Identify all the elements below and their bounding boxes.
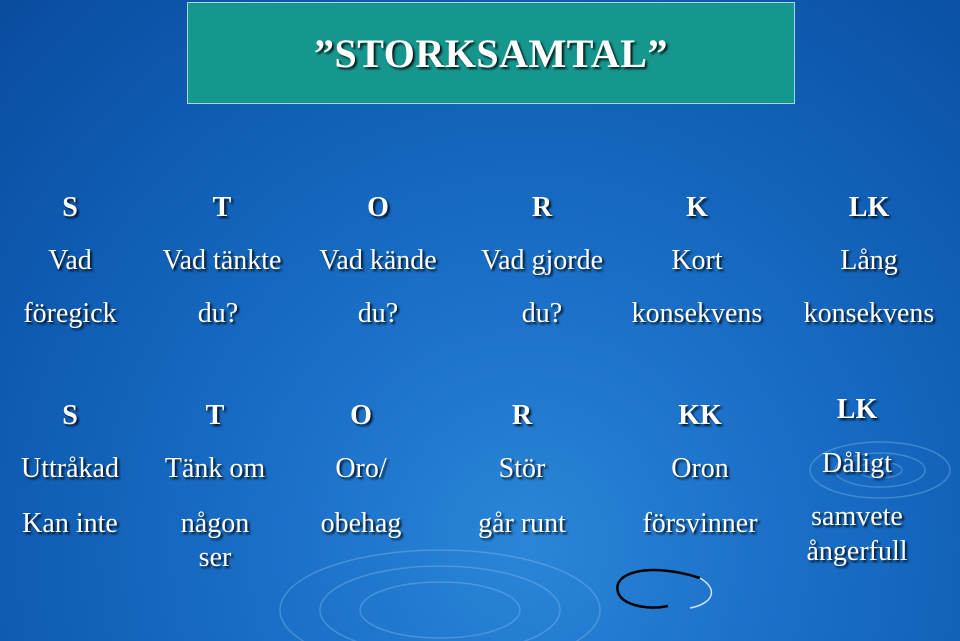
s1-header-r: R	[531, 192, 553, 223]
s1-header-s: S	[62, 192, 78, 223]
s1-row1-s: Vad	[48, 245, 92, 276]
s1-row2-lk: konsekvens	[803, 298, 935, 329]
s1-header-lk: LK	[848, 192, 890, 223]
s2-row2-s: Kan inte	[22, 508, 118, 539]
s1-row1-t: Vad tänkte	[162, 245, 282, 276]
s1-row2-r: du?	[521, 298, 563, 329]
s2-row2-lk: samvete	[811, 501, 903, 532]
s2-row3-t: ser	[198, 542, 232, 573]
s2-row2-kk: försvinner	[642, 508, 758, 539]
s1-row1-k: Kort	[671, 245, 723, 276]
s1-row2-k: konsekvens	[631, 298, 763, 329]
s2-header-t: T	[205, 400, 225, 431]
s2-row1-s: Uttråkad	[21, 453, 119, 484]
s2-row2-t: någon	[180, 508, 250, 539]
s2-header-kk: KK	[678, 400, 722, 431]
s1-row2-s: föregick	[23, 298, 117, 329]
s2-header-r: R	[511, 400, 533, 431]
s1-header-o: O	[367, 192, 389, 223]
s2-header-s: S	[62, 400, 78, 431]
s2-row1-o: Oro/	[335, 453, 387, 484]
s2-row1-r: Stör	[498, 453, 546, 484]
s1-row1-r: Vad gjorde	[480, 245, 604, 276]
title-box	[187, 2, 795, 104]
s2-header-o: O	[350, 400, 372, 431]
s1-row1-o: Vad kände	[319, 245, 437, 276]
s2-row1-lk: Dåligt	[822, 448, 892, 479]
s1-row1-lk: Lång	[840, 245, 898, 276]
s1-header-k: K	[686, 192, 708, 223]
slide-title: ”STORKSAMTAL”	[314, 30, 668, 76]
s2-row2-r: går runt	[478, 508, 566, 539]
s2-row2-o: obehag	[320, 508, 402, 539]
s1-header-t: T	[212, 192, 232, 223]
s1-row2-o: du?	[357, 298, 399, 329]
s2-row1-t: Tänk om	[164, 453, 266, 484]
s2-row3-lk: ångerfull	[806, 536, 908, 567]
s2-header-lk: LK	[836, 394, 878, 425]
s1-row2-t: du?	[197, 298, 239, 329]
s2-row1-kk: Oron	[671, 453, 729, 484]
